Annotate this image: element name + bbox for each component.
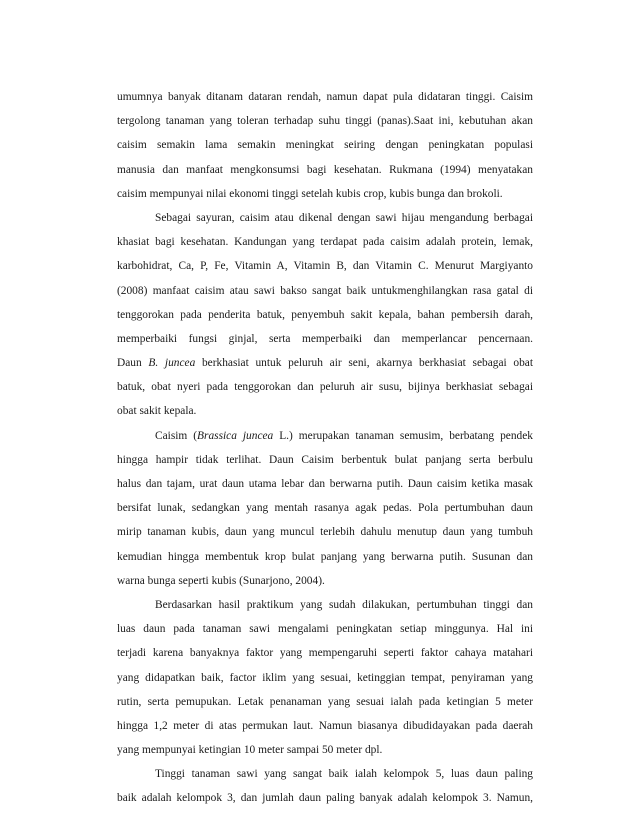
- text-segment: hingga hampir tidak terlihat. Daun Caisim berbentuk bulat panjang serta berbulu: [117, 453, 533, 466]
- text-line: [117, 569, 533, 593]
- text-segment: berkhasiat untuk peluruh air seni, akarnya berkhasiat sebagai obat: [195, 357, 533, 370]
- text-line: [117, 399, 533, 423]
- text-segment: bersifat lunak, sedangkan yang mentah rasanya agak pedas. Pola pertumbuhan daun: [117, 502, 533, 515]
- text-line: [117, 738, 533, 762]
- text-segment: warna bunga seperti kubis (Sunarjono, 2004).: [117, 574, 325, 587]
- text-segment: Sebagai sayuran, caisim atau dikenal dengan sawi hijau mengandung berbagai: [155, 211, 533, 224]
- text-line: [117, 641, 533, 665]
- text-line: [117, 786, 533, 810]
- text-line: [117, 520, 533, 544]
- text-segment: caisim semakin lama semakin meningkat seiring dengan peningkatan populasi: [117, 139, 533, 152]
- text-segment: tergolong tanaman yang toleran terhadap suhu tinggi (panas).Saat ini, kebutuhan akan: [117, 115, 533, 128]
- text-line: [117, 279, 533, 303]
- text-segment: umumnya banyak ditanam dataran rendah, namun dapat pula didataran tinggi. Caisim: [117, 91, 533, 103]
- text-segment: obat sakit kepala.: [117, 405, 197, 418]
- text-line: [117, 375, 533, 399]
- text-segment: Daun: [117, 357, 149, 370]
- text-line: [117, 496, 533, 520]
- text-segment: mirip tanaman kubis, daun yang muncul terlebih dahulu menutup daun yang tumbuh: [117, 526, 533, 539]
- text-segment: L.) merupakan tanaman semusim, berbatang pendek: [273, 429, 533, 442]
- text-line: [117, 448, 533, 472]
- text-segment: halus dan tajam, urat daun utama lebar dan berwarna putih. Daun caisim ketika masak: [117, 478, 533, 490]
- text-segment: rutin, serta pemupukan. Letak penanaman yang sesuai ialah pada ketingian 5 meter: [117, 695, 533, 708]
- text-line: [117, 85, 533, 109]
- text-segment: terjadi karena banyaknya faktor yang mempengaruhi seperti faktor cahaya matahari: [117, 647, 533, 660]
- text-segment: yang didapatkan baik, factor iklim yang sesuai, ketinggian tempat, penyiraman yang: [117, 671, 533, 684]
- text-line: [117, 545, 533, 569]
- text-line: [117, 762, 533, 786]
- text-segment: kemudian hingga membentuk krop bulat panjang yang berwarna putih. Susunan dan: [117, 550, 533, 563]
- italic-text-segment: B. juncea: [148, 357, 196, 370]
- text-line: [117, 472, 533, 496]
- text-segment: batuk, obat nyeri pada tenggorokan dan peluruh air susu, bijinya berkhasiat sebagai: [117, 381, 533, 394]
- text-segment: Caisim (: [155, 429, 198, 442]
- text-segment: caisim mempunyai nilai ekonomi tinggi setelah kubis crop, kubis bunga dan brokoli.: [117, 187, 503, 200]
- text-line: [117, 690, 533, 714]
- text-line: [117, 182, 533, 206]
- italic-text-segment: Brassica juncea: [197, 429, 274, 442]
- text-line: [117, 206, 533, 230]
- text-line: [117, 327, 533, 351]
- text-segment: (2008) manfaat caisim atau sawi bakso sangat baik untukmenghilangkan rasa gatal di: [117, 284, 533, 297]
- text-line: [117, 254, 533, 278]
- text-line: [117, 303, 533, 327]
- text-line: [117, 424, 533, 448]
- text-segment: tenggorokan pada penderita batuk, penyembuh sakit kepala, bahan pembersih darah,: [117, 308, 533, 321]
- text-line: [117, 351, 533, 375]
- text-line: [117, 714, 533, 738]
- text-line: [117, 666, 533, 690]
- text-segment: karbohidrat, Ca, P, Fe, Vitamin A, Vitamin B, dan Vitamin C. Menurut Margiyanto: [117, 260, 533, 273]
- text-segment: luas daun pada tanaman sawi mengalami peningkatan setiap minggunya. Hal ini: [117, 623, 533, 636]
- text-segment: baik adalah kelompok 3, dan jumlah daun paling banyak adalah kelompok 3. Namun,: [117, 792, 533, 805]
- body-text: [117, 85, 533, 811]
- text-segment: Tinggi tanaman sawi yang sangat baik ialah kelompok 5, luas daun paling: [155, 768, 533, 781]
- text-line: [117, 593, 533, 617]
- text-line: [117, 109, 533, 133]
- text-line: [117, 158, 533, 182]
- text-line: [117, 617, 533, 641]
- text-segment: hingga 1,2 meter di atas permukan laut. Namun biasanya dibudidayakan pada daerah: [117, 719, 533, 732]
- text-segment: khasiat bagi kesehatan. Kandungan yang terdapat pada caisim adalah protein, lemak,: [117, 236, 533, 249]
- text-segment: Berdasarkan hasil praktikum yang sudah dilakukan, pertumbuhan tinggi dan: [155, 598, 533, 611]
- text-segment: manusia dan manfaat mengkonsumsi bagi kesehatan. Rukmana (1994) menyatakan: [117, 163, 533, 176]
- text-segment: memperbaiki fungsi ginjal, serta memperbaiki dan memperlancar pencernaan.: [117, 332, 533, 345]
- text-line: [117, 230, 533, 254]
- text-segment: yang mempunyai ketingian 10 meter sampai 50 meter dpl.: [117, 744, 383, 757]
- text-line: [117, 133, 533, 157]
